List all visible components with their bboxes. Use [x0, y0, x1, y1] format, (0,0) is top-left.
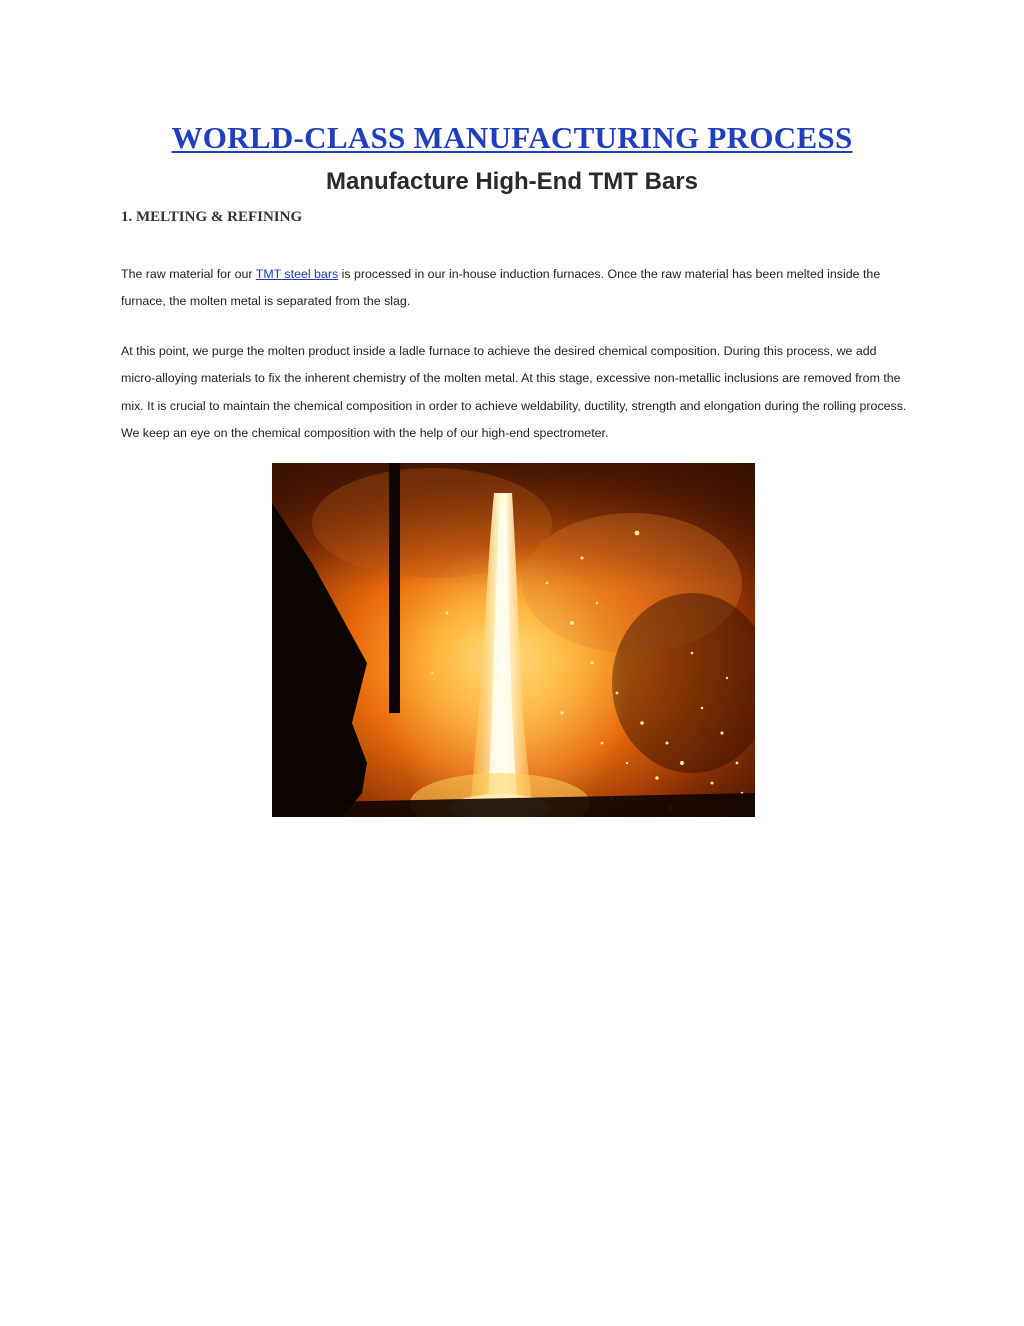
molten-metal-pour-photo — [272, 463, 755, 817]
section-heading: 1. MELTING & REFINING — [121, 209, 303, 225]
tmt-steel-bars-link[interactable]: TMT steel bars — [255, 267, 339, 281]
paragraph-raw-material — [121, 261, 911, 316]
paragraph-ladle-furnace: At this point, we purge the molten product inside a ladle furnace to achieve the desired chemical composition. During this process, we add micro-alloying materials to fix the inherent chemistry of the molten metal. At this stage, excessive non-metallic inclusions are removed from the mix. It is crucial to maintain the chemical composition in order to achieve weldability, ductility, strength and elongation during the rolling process. We keep an eye on the chemical composition with the help of our high-end spectrometer. — [121, 344, 907, 440]
paragraph-text-after-link: is processed in our in-house induction furnaces. Once the raw material has been melted inside the furnace, the molten metal is separated from the slag. — [121, 267, 881, 309]
molten-metal-pour-image — [272, 463, 755, 817]
page-title[interactable]: WORLD-CLASS MANUFACTURING PROCESS — [171, 120, 853, 155]
paragraph-text-before-link: The raw material for our — [121, 267, 256, 281]
page-subtitle: Manufacture High-End TMT Bars — [325, 168, 698, 195]
